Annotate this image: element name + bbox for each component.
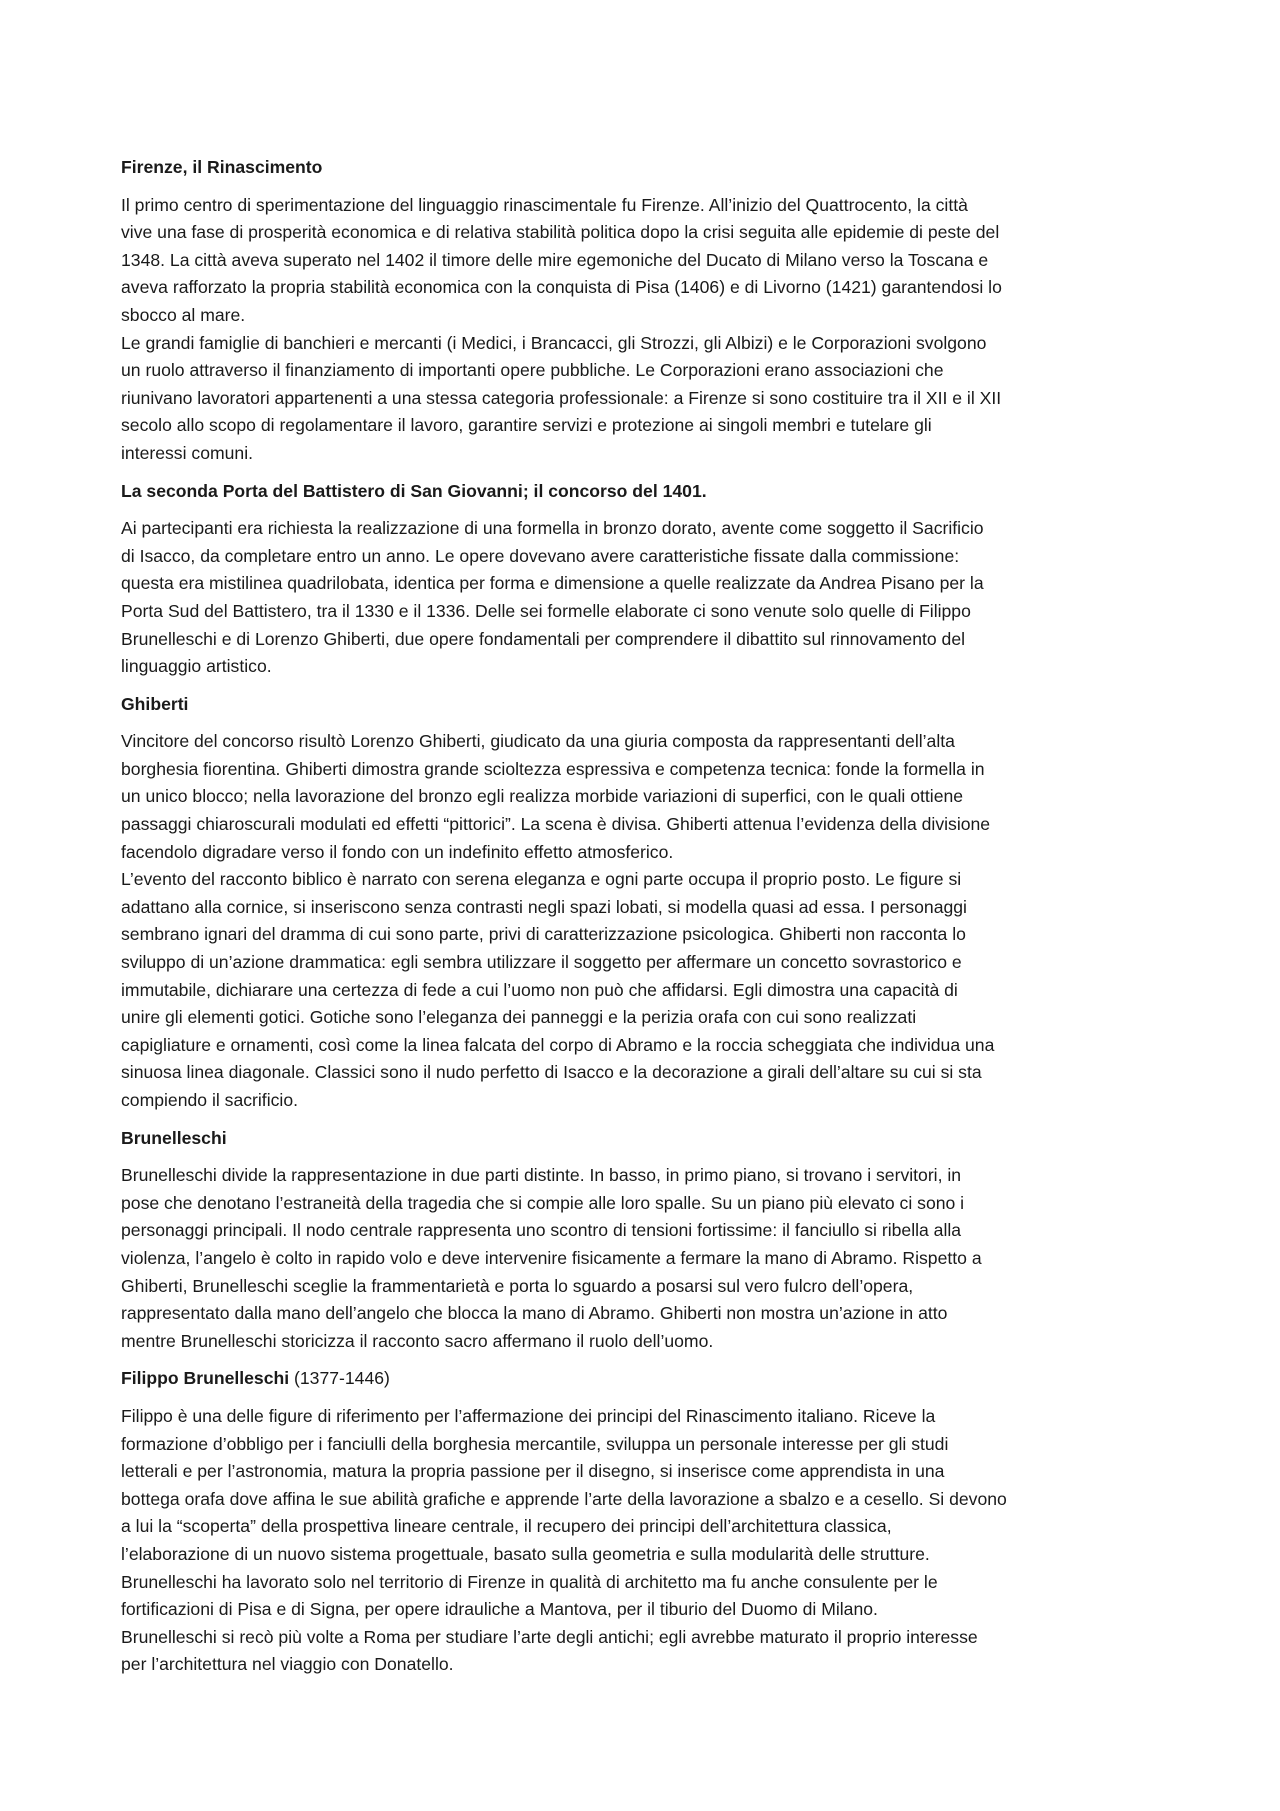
text-line: mentre Brunelleschi storicizza il racconto sacro affermano il ruolo dell’uomo. (121, 1330, 714, 1351)
section-title-firenze: Firenze, il Rinascimento (121, 157, 323, 177)
text-line: rappresentato dalla mano dell’angelo che blocca la mano di Abramo. Ghiberti non mostra un’azione in atto (121, 1303, 948, 1324)
text-line: pose che denotano l’estraneità della tragedia che si compie alle loro spalle. Su un piano più elevato ci sono i (121, 1192, 965, 1213)
text-line: bottega orafa dove affina le sue abilità grafiche e apprende l’arte della lavorazione a sbalzo e a cesello. Si devono (121, 1488, 1007, 1509)
text-line: un ruolo attraverso il finanziamento di importanti opere pubbliche. Le Corporazioni erano associazioni che (121, 360, 944, 381)
paragraph-firenze-1 (121, 192, 1171, 468)
text-line: sembrano ignari del dramma di cui sono parte, privi di caratterizzazione psicologica. Ghiberti non racconta lo (121, 924, 966, 945)
text-line: l’elaborazione di un nuovo sistema progettuale, basato sulla geometria e sulla modularità delle strutture. (121, 1543, 930, 1564)
text-line: unire gli elementi gotici. Gotiche sono l’eleganza dei panneggi e la perizia orafa con cui sono realizzati (121, 1007, 917, 1028)
section-title-brunelleschi: Brunelleschi (121, 1127, 227, 1148)
text-line: aveva rafforzato la propria stabilità economica con la conquista di Pisa (1406) e di Livorno (1421) garantendosi lo (121, 277, 1002, 298)
text-line: Filippo è una delle figure di riferimento per l’affermazione dei principi del Rinascimento italiano. Riceve la (121, 1405, 936, 1426)
text-line: violenza, l’angelo è colto in rapido volo e deve intervenire fisicamente a fermare la mano di Abramo. Rispetto a (121, 1247, 982, 1268)
text-line: Vincitore del concorso risultò Lorenzo Ghiberti, giudicato da una giuria composta da rappresentanti dell’alta (121, 731, 955, 752)
section-title-filippo (121, 1365, 1171, 1393)
text-line: riunivano lavoratori appartenenti a una stessa categoria professionale: a Firenze si sono costituire tra il XII e il XII (121, 387, 1002, 408)
text-line: immutabile, dichiarare una certezza di fede a cui l’uomo non può che affidarsi. Egli dimostra una capacità di (121, 979, 958, 1000)
text-line: compiendo il sacrificio. (121, 1090, 298, 1110)
section-title-filippo-name: Filippo Brunelleschi (121, 1368, 290, 1389)
text-line: Brunelleschi si recò più volte a Roma per studiare l’arte degli antichi; egli avrebbe maturato il proprio interesse (121, 1626, 978, 1647)
text-line: Brunelleschi divide la rappresentazione in due parti distinte. In basso, in primo piano, si trovano i servitori, in (121, 1165, 962, 1186)
paragraph-ghiberti-1 (121, 728, 1171, 1114)
text-line: sbocco al mare. (121, 304, 246, 325)
section-title-filippo-dates: (1377-1446) (289, 1368, 390, 1389)
paragraph-porta-1 (121, 515, 1171, 681)
text-line: adattano alla cornice, si inseriscono senza contrasti negli spazi lobati, si modella quasi ad essa. I personaggi (121, 896, 967, 917)
text-line: un unico blocco; nella lavorazione del bronzo egli realizza morbide variazioni di superfici, con le quali ottiene (121, 786, 964, 807)
text-line: Ghiberti, Brunelleschi sceglie la frammentarietà e porta lo sguardo a posarsi sul vero fulcro dell’opera, (121, 1275, 914, 1296)
text-line: secolo allo scopo di regolamentare il lavoro, garantire servizi e protezione ai singoli membri e tutelare gli (121, 415, 932, 436)
text-line: 1348. La città aveva superato nel 1402 il timore delle mire egemoniche del Ducato di Milano verso la Toscana e (121, 249, 989, 270)
text-line: Brunelleschi ha lavorato solo nel territorio di Firenze in qualità di architetto ma fu anche consulente per le (121, 1571, 938, 1592)
text-line: di Isacco, da completare entro un anno. Le opere dovevano avere caratteristiche fissate dalla commissione: (121, 545, 960, 566)
section-title-ghiberti: Ghiberti (121, 693, 189, 714)
text-line: passaggi chiaroscurali modulati ed effetti “pittorici”. La scena è divisa. Ghiberti attenua l’evidenza della divisione (121, 814, 991, 835)
text-line: sinuosa linea diagonale. Classici sono il nudo perfetto di Isacco e la decorazione a girali dell’altare su cui si sta (121, 1062, 982, 1083)
section-title-porta: La seconda Porta del Battistero di San Giovanni; il concorso del 1401. (121, 480, 707, 501)
text-line: Porta Sud del Battistero, tra il 1330 e il 1336. Delle sei formelle elaborate ci sono venute solo quelle di Filippo (121, 600, 971, 621)
document-page (121, 154, 1171, 1689)
text-line: fortificazioni di Pisa e di Signa, per opere idrauliche a Mantova, per il tiburio del Duomo di Milano. (121, 1599, 878, 1620)
text-line: personaggi principali. Il nodo centrale rappresenta uno scontro di tensioni fortissime: il fanciullo si ribella alla (121, 1220, 962, 1241)
text-line: Le grandi famiglie di banchieri e mercanti (i Medici, i Brancacci, gli Strozzi, gli Albizi) e le Corporazioni svolgono (121, 332, 987, 353)
text-line: vive una fase di prosperità economica e di relativa stabilità politica dopo la crisi seguita alle epidemie di peste del (121, 222, 1000, 243)
text-line: borghesia fiorentina. Ghiberti dimostra grande scioltezza espressiva e competenza tecnica: fonde la formella in (121, 758, 985, 779)
text-line: a lui la “scoperta” della prospettiva lineare centrale, il recupero dei principi dell’architettura classica, (121, 1516, 892, 1537)
text-line: capigliature e ornamenti, così come la linea falcata del corpo di Abramo e la roccia scheggiata che individua una (121, 1034, 995, 1055)
text-line: L’evento del racconto biblico è narrato con serena eleganza e ogni parte occupa il proprio posto. Le figure si (121, 869, 962, 890)
text-line: Brunelleschi e di Lorenzo Ghiberti, due opere fondamentali per comprendere il dibattito sul rinnovamento del (121, 628, 966, 649)
text-line: facendolo digradare verso il fondo con un indefinito effetto atmosferico. (121, 841, 674, 862)
text-line: Il primo centro di sperimentazione del linguaggio rinascimentale fu Firenze. All’inizio del Quattrocento, la città (121, 194, 968, 215)
text-line: sviluppo di un’azione drammatica: egli sembra utilizzare il soggetto per affermare un concetto sovrastorico e (121, 952, 962, 973)
text-line: Ai partecipanti era richiesta la realizzazione di una formella in bronzo dorato, avente come soggetto il Sacrificio (121, 518, 984, 539)
text-line: linguaggio artistico. (121, 656, 272, 677)
text-line: per l’architettura nel viaggio con Donatello. (121, 1654, 454, 1675)
paragraph-brunelleschi-1 (121, 1162, 1171, 1355)
text-line: formazione d’obbligo per i fanciulli della borghesia mercantile, sviluppa un personale interesse per gli studi (121, 1433, 949, 1454)
text-line: interessi comuni. (121, 442, 254, 463)
text-line: letterali e per l’astronomia, matura la propria passione per il disegno, si inserisce come apprendista in una (121, 1461, 945, 1482)
paragraph-filippo-1 (121, 1403, 1171, 1679)
text-line: questa era mistilinea quadrilobata, identica per forma e dimensione a quelle realizzate da Andrea Pisano per la (121, 573, 984, 594)
